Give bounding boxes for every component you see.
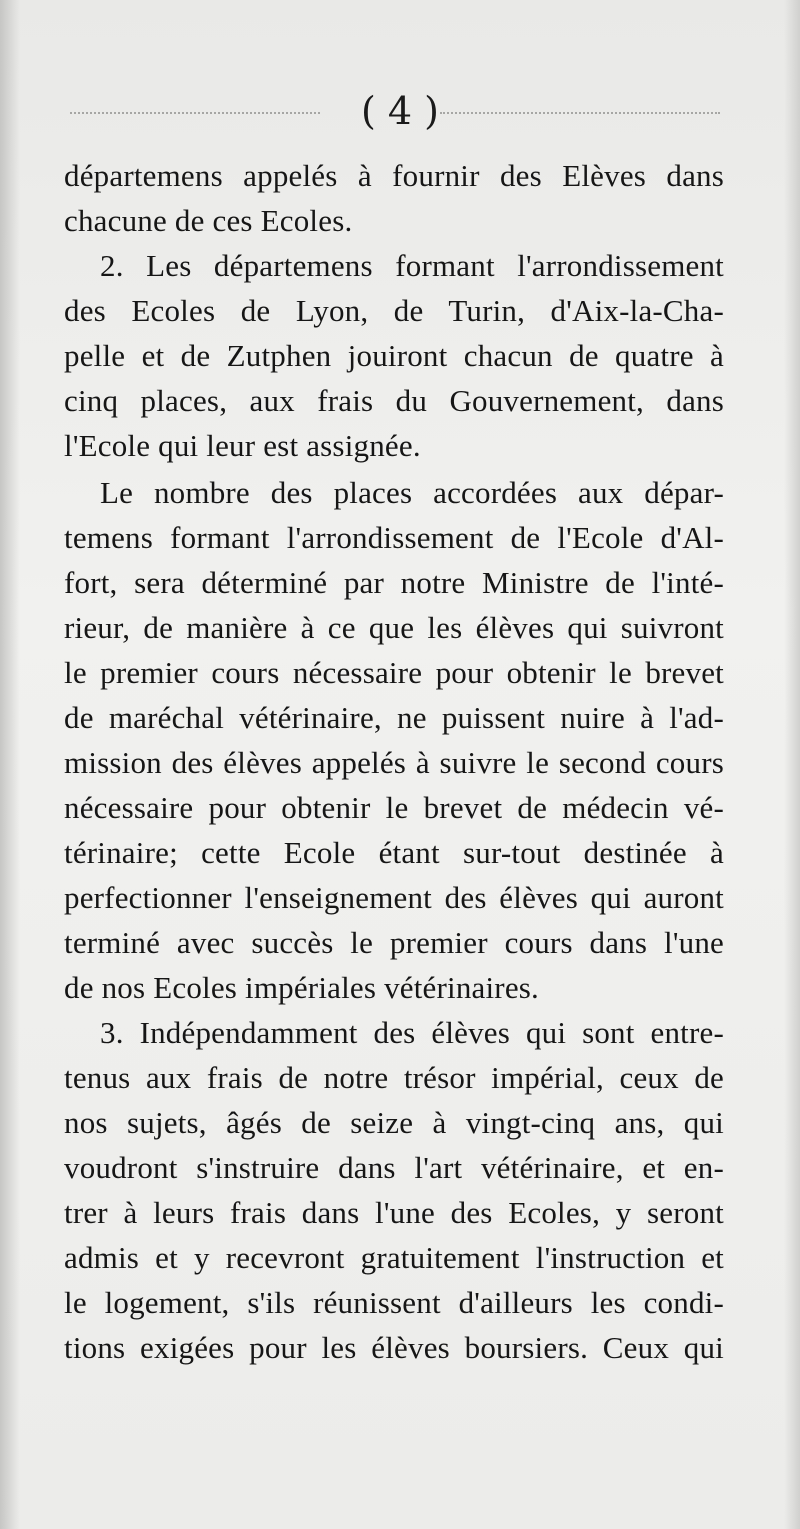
text-line: terminé avec succès le premier cours dans l'une: [64, 925, 724, 960]
text-line: chacune de ces Ecoles.: [64, 203, 353, 238]
text-line: fort, sera déterminé par notre Ministre de l'inté-: [64, 565, 724, 600]
text-line: voudront s'instruire dans l'art vétérinaire, et en-: [64, 1150, 724, 1185]
text-line: nos sujets, âgés de seize à vingt-cinq ans, qui: [64, 1105, 724, 1140]
text-line: térinaire; cette Ecole étant sur-tout destinée à: [64, 835, 724, 870]
text-line: pelle et de Zutphen jouiront chacun de quatre à: [64, 338, 724, 373]
text-line: l'Ecole qui leur est assignée.: [64, 428, 421, 463]
text-line: temens formant l'arrondissement de l'Ecole d'Al-: [64, 520, 724, 555]
text-line: de maréchal vétérinaire, ne puissent nuire à l'ad-: [64, 700, 724, 735]
text-line: nécessaire pour obtenir le brevet de médecin vé-: [64, 790, 724, 825]
text-line: de nos Ecoles impériales vétérinaires.: [64, 970, 540, 1005]
page-number: ( 4 ): [361, 89, 439, 133]
text-line: Le nombre des places accordées aux dépar-: [100, 475, 724, 510]
text-line: tenus aux frais de notre trésor impérial, ceux de: [64, 1060, 724, 1095]
text-line: rieur, de manière à ce que les élèves qui suivront: [64, 610, 724, 645]
text-line: des Ecoles de Lyon, de Turin, d'Aix-la-Cha-: [64, 293, 724, 328]
text-line: trer à leurs frais dans l'une des Ecoles, y seront: [64, 1195, 724, 1230]
text-line: tions exigées pour les élèves boursiers. Ceux qui: [64, 1330, 724, 1365]
text-line: admis et y recevront gratuitement l'instruction et: [64, 1240, 724, 1275]
text-line: 3. Indépendamment des élèves qui sont entre-: [100, 1015, 724, 1050]
text-line: mission des élèves appelés à suivre le second cours: [64, 745, 724, 780]
text-line: le premier cours nécessaire pour obtenir le brevet: [64, 655, 724, 690]
text-line: le logement, s'ils réunissent d'ailleurs les condi-: [64, 1285, 724, 1320]
text-line: perfectionner l'enseignement des élèves qui auront: [64, 880, 724, 915]
text-line: 2. Les départemens formant l'arrondissement: [100, 248, 724, 283]
text-line: départemens appelés à fournir des Elèves dans: [64, 158, 724, 193]
text-line: cinq places, aux frais du Gouvernement, dans: [64, 383, 724, 418]
